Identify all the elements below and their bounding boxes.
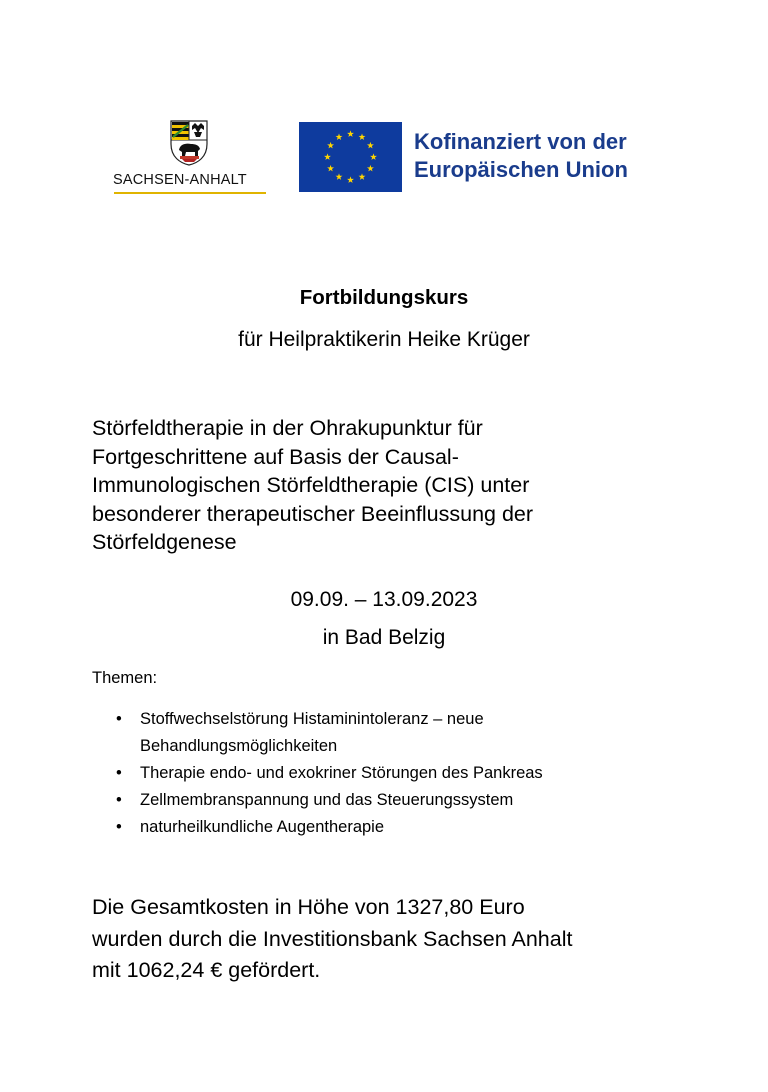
list-item — [92, 706, 680, 760]
bullet-icon: • — [116, 791, 122, 809]
funding-statement — [92, 892, 732, 987]
course-title-line: Fortgeschrittene auf Basis der Causal- — [92, 444, 459, 469]
page-subheading: für Heilpraktikerin Heike Krüger — [238, 328, 530, 351]
logo-bar — [0, 118, 768, 198]
course-title-line: Störfeldtherapie in der Ohrakupunktur für — [92, 416, 483, 440]
bullet-icon: • — [116, 710, 122, 728]
course-title — [92, 414, 692, 557]
eu-line-2: Europäischen Union — [414, 157, 628, 182]
topic-text: Therapie endo- und exokriner Störungen des Pankreas — [140, 764, 543, 782]
list-item — [92, 814, 680, 841]
course-place: in Bad Belzig — [322, 626, 446, 649]
state-underline — [114, 192, 266, 194]
funding-line: wurden durch die Investitionsbank Sachsen Anhalt — [92, 926, 573, 951]
list-item — [92, 760, 680, 787]
course-date: 09.09. – 13.09.2023 — [290, 588, 478, 611]
funding-line: mit 1062,24 € gefördert. — [92, 958, 321, 982]
state-name: SACHSEN-ANHALT — [113, 172, 247, 188]
page-heading: Fortbildungskurs — [299, 286, 469, 309]
topic-text: naturheilkundliche Augentherapie — [140, 818, 385, 836]
eu-line-1: Kofinanziert von der — [414, 129, 627, 154]
course-title-line: besonderer therapeutischer Beeinflussung der — [92, 501, 534, 526]
bullet-icon: • — [116, 764, 122, 782]
topic-text-continued: Behandlungsmöglichkeiten — [140, 737, 338, 755]
eu-cofunding-text — [414, 128, 628, 184]
course-title-line: Immunologischen Störfeldtherapie (CIS) unter — [92, 473, 530, 498]
list-item — [92, 787, 680, 814]
sachsen-anhalt-logo — [113, 120, 267, 194]
course-title-line: Störfeldgenese — [92, 530, 237, 555]
eu-flag-icon — [299, 122, 402, 192]
topic-text: Zellmembranspannung und das Steuerungssystem — [140, 791, 514, 809]
funding-line: Die Gesamtkosten in Höhe von 1327,80 Euro — [92, 895, 525, 919]
bullet-icon: • — [116, 818, 122, 836]
topic-text: Stoffwechselstörung Histaminintoleranz – neue — [140, 710, 484, 728]
topics-list — [92, 706, 680, 841]
topics-label: Themen: — [92, 669, 158, 687]
sachsen-anhalt-crest-icon — [170, 120, 208, 166]
